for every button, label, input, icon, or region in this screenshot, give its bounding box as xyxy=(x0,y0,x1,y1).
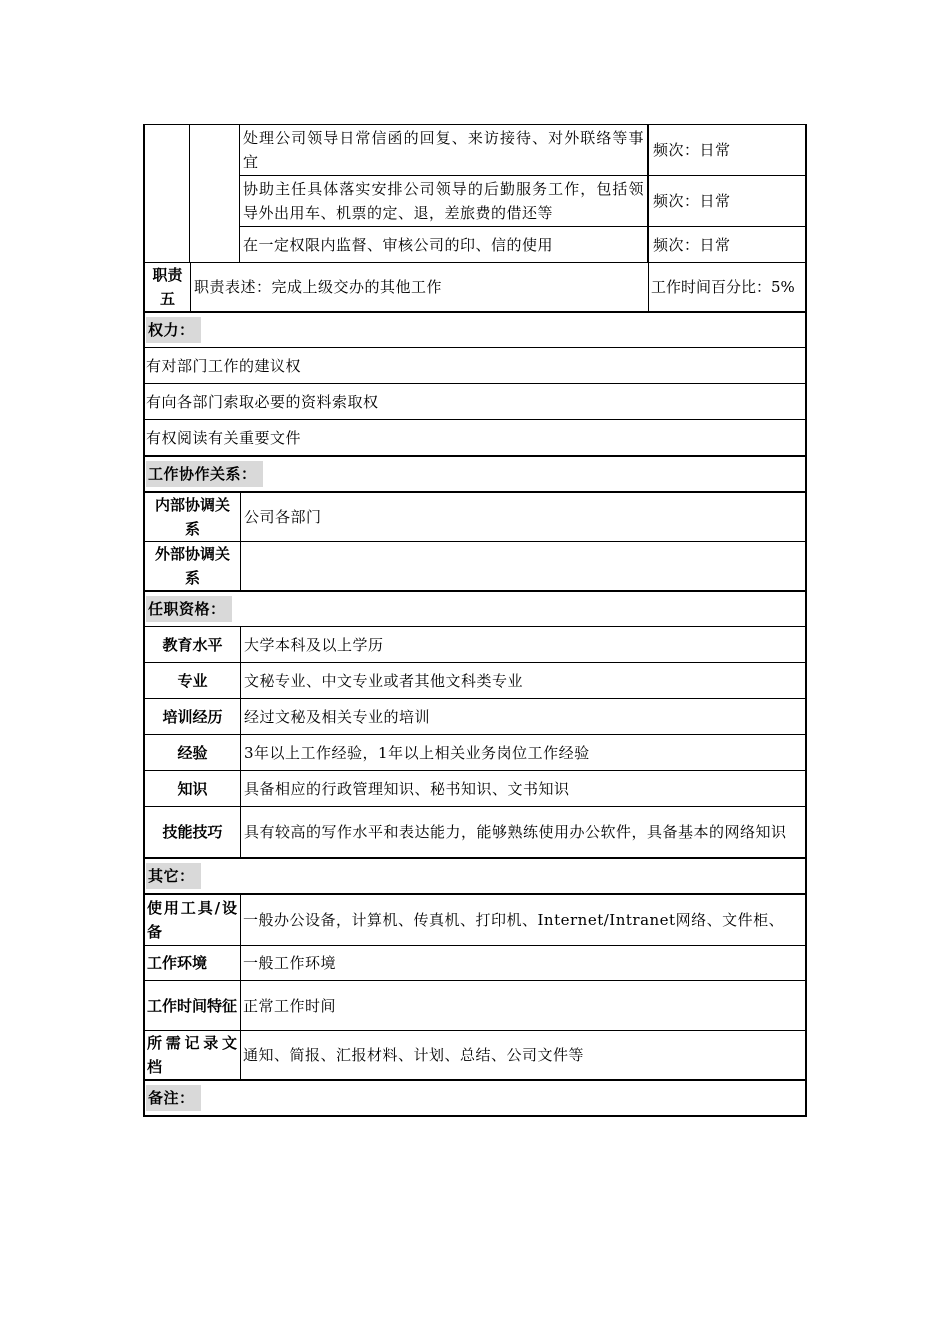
other-label: 使用工具/设备 xyxy=(147,899,238,941)
other-label: 所需记录文档 xyxy=(147,1034,238,1076)
collab-label: 内部协调关系 xyxy=(154,496,230,538)
authority-item xyxy=(143,384,807,420)
collab-value xyxy=(240,542,805,590)
duty-text: 处理公司领导日常信函的回复、来访接待、对外联络等事宜 xyxy=(240,125,648,175)
duty5-description: 职责表述：完成上级交办的其他工作 xyxy=(190,263,648,311)
qual-label: 经验 xyxy=(177,743,208,762)
duties-continued-block xyxy=(143,124,807,263)
qual-label: 培训经历 xyxy=(162,707,223,726)
authority-header-row xyxy=(143,313,807,348)
qual-row xyxy=(143,663,807,699)
other-value: 一般办公设备，计算机、传真机、打印机、Internet/Intranet网络、文件柜、 xyxy=(240,895,805,945)
other-label: 工作时间特征 xyxy=(147,996,238,1015)
collab-header: 工作协作关系： xyxy=(145,457,805,491)
duty5-label: 职责五 xyxy=(152,266,183,308)
other-value: 一般工作环境 xyxy=(240,946,805,980)
collab-row xyxy=(143,542,807,592)
duty-row xyxy=(240,176,805,227)
qual-header: 任职资格： xyxy=(145,592,805,626)
duty-sublabel-cell xyxy=(190,125,240,262)
qual-value: 3年以上工作经验，1年以上相关业务岗位工作经验 xyxy=(240,735,805,770)
duty-frequency: 频次：日常 xyxy=(648,176,805,226)
duty5-row xyxy=(143,263,807,313)
remarks-row xyxy=(143,1081,807,1117)
other-row xyxy=(143,1031,807,1081)
duty-frequency: 频次：日常 xyxy=(648,125,805,175)
authority-item-text: 有向各部门索取必要的资料索取权 xyxy=(146,392,379,411)
qual-value: 文秘专业、中文专业或者其他文科类专业 xyxy=(240,663,805,698)
qual-value: 经过文秘及相关专业的培训 xyxy=(240,699,805,734)
other-row xyxy=(143,895,807,946)
qual-value: 大学本科及以上学历 xyxy=(240,627,805,662)
qual-value: 具备相应的行政管理知识、秘书知识、文书知识 xyxy=(240,771,805,806)
qual-row xyxy=(143,771,807,807)
other-value: 通知、简报、汇报材料、计划、总结、公司文件等 xyxy=(240,1031,805,1079)
job-description-table xyxy=(143,124,807,1117)
other-header: 其它： xyxy=(145,859,805,893)
collab-row xyxy=(143,493,807,542)
other-label: 工作环境 xyxy=(147,954,208,972)
other-row xyxy=(143,946,807,981)
collab-label: 外部协调关系 xyxy=(154,545,230,587)
duty-text: 协助主任具体落实安排公司领导的后勤服务工作，包括领导外出用车、机票的定、退，差旅费的借还等 xyxy=(240,176,648,226)
duty-text: 在一定权限内监督、审核公司的印、信的使用 xyxy=(240,227,648,262)
other-value: 正常工作时间 xyxy=(240,981,805,1030)
qual-label: 技能技巧 xyxy=(162,823,223,841)
duty-row xyxy=(240,227,805,262)
qual-header-row xyxy=(143,592,807,627)
duty5-percent: 工作时间百分比：5% xyxy=(648,263,805,311)
qual-row xyxy=(143,807,807,859)
authority-item xyxy=(143,420,807,457)
duty-frequency: 频次：日常 xyxy=(648,227,805,262)
qual-value: 具有较高的写作水平和表达能力，能够熟练使用办公软件，具备基本的网络知识 xyxy=(240,807,805,857)
remarks-header: 备注： xyxy=(145,1081,805,1115)
authority-item-text: 有权阅读有关重要文件 xyxy=(146,428,302,447)
authority-item-text: 有对部门工作的建议权 xyxy=(146,356,302,375)
authority-header: 权力： xyxy=(145,313,805,347)
qual-label: 知识 xyxy=(177,779,208,798)
duty-label-cell xyxy=(145,125,190,262)
other-row xyxy=(143,981,807,1031)
qual-row xyxy=(143,735,807,771)
other-header-row xyxy=(143,859,807,895)
collab-header-row xyxy=(143,457,807,493)
qual-row xyxy=(143,627,807,663)
qual-label: 专业 xyxy=(177,671,208,690)
authority-item xyxy=(143,348,807,384)
duty-row xyxy=(240,125,805,176)
qual-label: 教育水平 xyxy=(162,635,223,654)
collab-value: 公司各部门 xyxy=(240,493,805,541)
qual-row xyxy=(143,699,807,735)
